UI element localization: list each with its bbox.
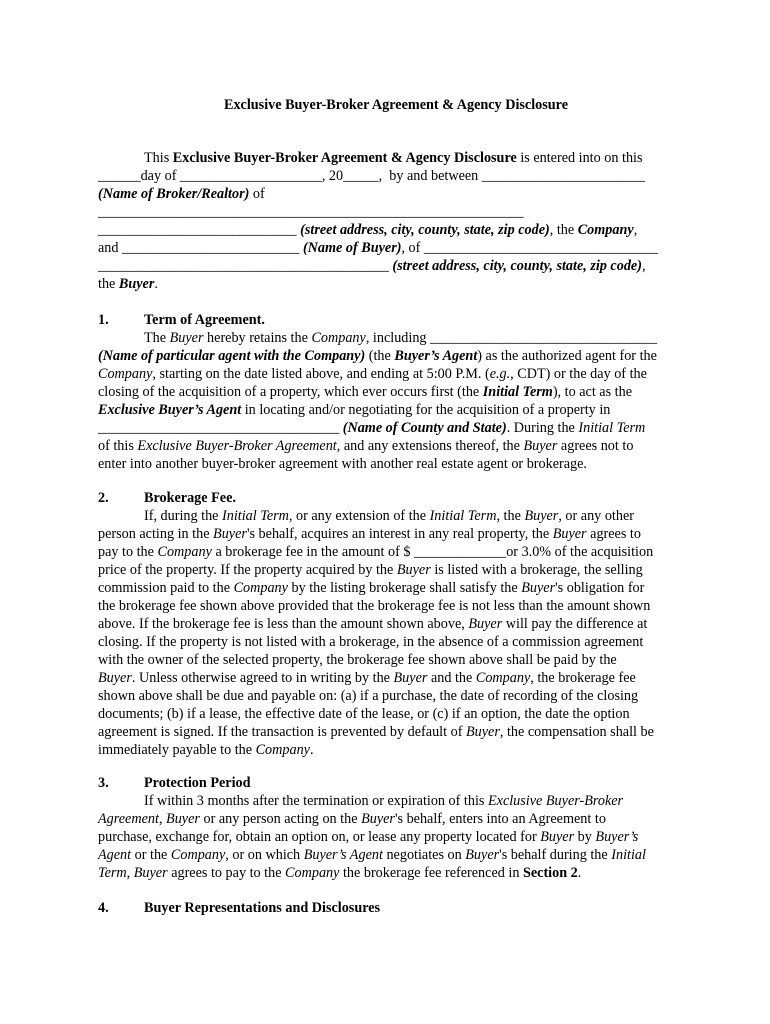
section-line: with the owner of the selected property, the brokerage fee shown above shall be paid by the bbox=[98, 652, 617, 668]
section-line: closing. If the property is not listed with a brokerage, in the absence of a commission agreement bbox=[98, 634, 644, 650]
intro-line: (Name of Broker/Realtor) of bbox=[98, 186, 265, 202]
section-protection-period bbox=[98, 774, 698, 882]
section-line: __________________________________ (Name of County and State). During the Initial Term bbox=[98, 420, 646, 436]
section-line: of this Exclusive Buyer-Broker Agreement, and any extensions thereof, the Buyer agrees not to bbox=[98, 438, 634, 454]
section-buyer-representations bbox=[98, 899, 698, 917]
section-line: If within 3 months after the termination or expiration of this Exclusive Buyer-Broker bbox=[144, 793, 624, 809]
section-heading: 2. Brokerage Fee. bbox=[98, 490, 236, 506]
section-term-of-agreement bbox=[98, 311, 698, 473]
section-line: Exclusive Buyer’s Agent in locating and/or negotiating for the acquisition of a property in bbox=[98, 402, 611, 418]
section-heading: 4. Buyer Representations and Disclosures bbox=[98, 900, 381, 916]
document-title: Exclusive Buyer-Broker Agreement & Agency Disclosure bbox=[223, 97, 568, 113]
section-line: pay to the Company a brokerage fee in the amount of $ _____________or 3.0% of the acquisition bbox=[98, 544, 654, 560]
section-line: closing of the acquisition of a property, which ever occurs first (the Initial Term), to act as the bbox=[98, 384, 633, 400]
section-line: If, during the Initial Term, or any extension of the Initial Term, the Buyer, or any other bbox=[144, 508, 634, 524]
section-line: commission paid to the Company by the listing brokerage shall satisfy the Buyer's obligation for bbox=[98, 580, 645, 596]
section-heading: 1. Term of Agreement. bbox=[98, 312, 265, 328]
section-line: The Buyer hereby retains the Company, including ________________________________ bbox=[144, 330, 658, 346]
section-line: immediately payable to the Company. bbox=[98, 742, 314, 758]
section-line: (Name of particular agent with the Company) (the Buyer’s Agent) as the authorized agent for the bbox=[98, 348, 657, 364]
section-line: Term, Buyer agrees to pay to the Company the brokerage fee referenced in Section 2. bbox=[98, 865, 582, 881]
intro-line: and _________________________ (Name of Buyer), of _________________________________ bbox=[98, 240, 659, 256]
section-line: agreement is signed. If the transaction is prevented by default of Buyer, the compensation shall be bbox=[98, 724, 654, 740]
section-line: purchase, exchange for, obtain an option on, or lease any property located for Buyer by Buyer’s bbox=[98, 829, 639, 845]
section-line: enter into another buyer-broker agreement with another real estate agent or brokerage. bbox=[98, 456, 587, 472]
section-line: the brokerage fee shown above provided that the brokerage fee is not less than the amount shown bbox=[98, 598, 651, 614]
intro-line: ____________________________________________________________ bbox=[98, 204, 524, 220]
intro-paragraph bbox=[98, 149, 698, 293]
section-line: above. If the brokerage fee is less than the amount shown above, Buyer will pay the difference at bbox=[98, 616, 648, 632]
section-line: Agent or the Company, or on which Buyer’s Agent negotiates on Buyer's behalf during the Initial bbox=[98, 847, 646, 863]
intro-line: This Exclusive Buyer-Broker Agreement & Agency Disclosure is entered into on this bbox=[144, 150, 643, 166]
section-line: person acting in the Buyer's behalf, acquires an interest in any real property, the Buyer agrees to bbox=[98, 526, 641, 542]
section-line: Agreement, Buyer or any person acting on the Buyer's behalf, enters into an Agreement to bbox=[98, 811, 606, 827]
section-line: Buyer. Unless otherwise agreed to in writing by the Buyer and the Company, the brokerage fee bbox=[98, 670, 636, 686]
section-line: Company, starting on the date listed above, and ending at 5:00 P.M. (e.g., CDT) or the day of the bbox=[98, 366, 647, 382]
section-line: price of the property. If the property acquired by the Buyer is listed with a brokerage, the selling bbox=[98, 562, 643, 578]
section-heading: 3. Protection Period bbox=[98, 775, 251, 791]
intro-line: ____________________________ (street address, city, county, state, zip code), the Company, bbox=[98, 222, 638, 238]
section-line: documents; (b) if a lease, the effective date of the lease, or (c) if an option, the date the option bbox=[98, 706, 630, 722]
intro-line: the Buyer. bbox=[98, 276, 158, 292]
section-line: shown above shall be due and payable on: (a) if a purchase, the date of recording of the closing bbox=[98, 688, 639, 704]
intro-line: _________________________________________ (street address, city, county, state, zip code), bbox=[98, 258, 646, 274]
intro-line: ______day of ____________________, 20_____, by and between _______________________ bbox=[98, 168, 645, 184]
section-brokerage-fee bbox=[98, 489, 698, 759]
